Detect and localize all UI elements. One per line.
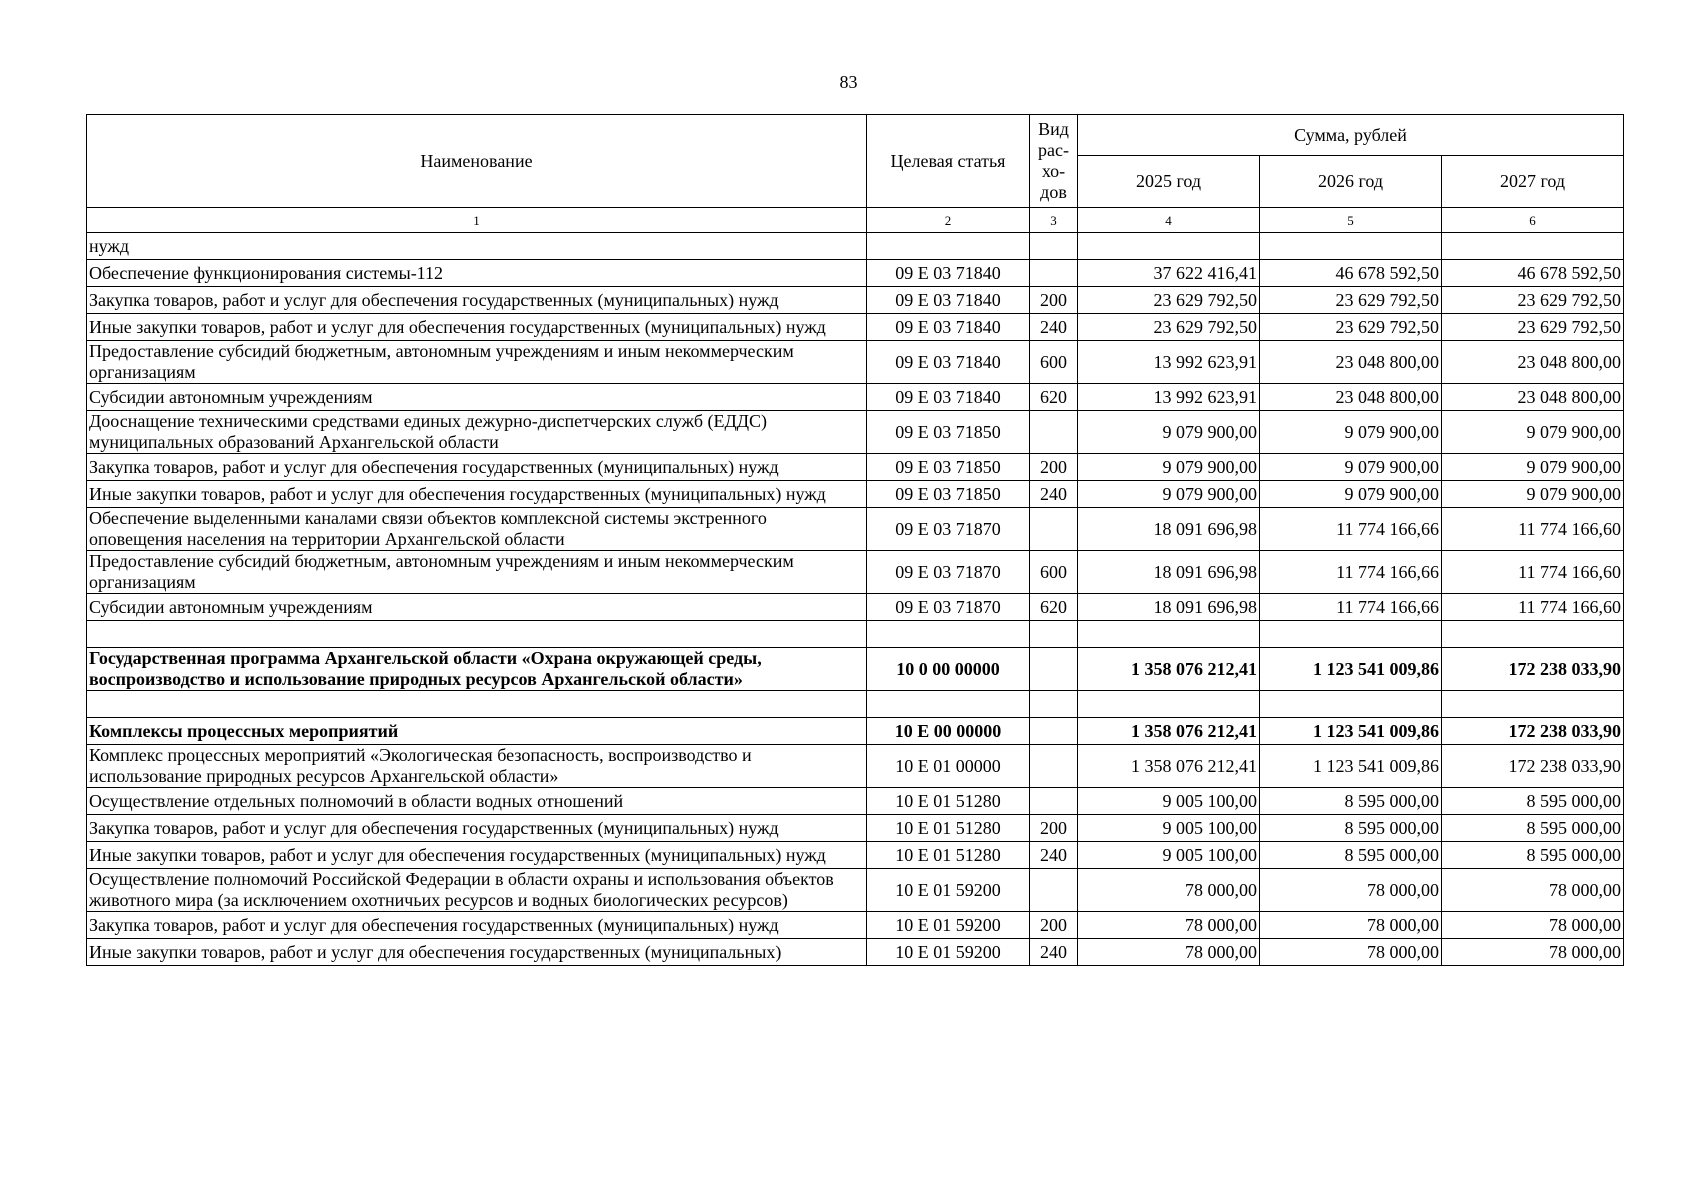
row-kind bbox=[1030, 788, 1078, 815]
row-sum-2025: 13 992 623,91 bbox=[1078, 341, 1260, 384]
row-name bbox=[87, 621, 867, 648]
row-sum-2027: 172 238 033,90 bbox=[1442, 648, 1624, 691]
row-sum-2025: 18 091 696,98 bbox=[1078, 508, 1260, 551]
row-kind bbox=[1030, 745, 1078, 788]
col-number-3: 3 bbox=[1030, 208, 1078, 233]
row-target: 09 Е 03 71850 bbox=[867, 454, 1030, 481]
row-target: 10 Е 01 59200 bbox=[867, 912, 1030, 939]
row-kind bbox=[1030, 869, 1078, 912]
header-year-2026: 2026 год bbox=[1260, 156, 1442, 208]
row-sum-2026: 11 774 166,66 bbox=[1260, 594, 1442, 621]
row-name: Обеспечение выделенными каналами связи объектов комплексной системы экстренного оповещения населения на территории Архангельской области bbox=[87, 508, 867, 551]
row-name: Иные закупки товаров, работ и услуг для обеспечения государственных (муниципальных) нужд bbox=[87, 314, 867, 341]
row-name: Комплекс процессных мероприятий «Экологическая безопасность, воспроизводство и использование природных ресурсов Архангельской области» bbox=[87, 745, 867, 788]
table-row bbox=[87, 260, 1624, 287]
row-sum-2025: 37 622 416,41 bbox=[1078, 260, 1260, 287]
row-sum-2025: 9 005 100,00 bbox=[1078, 842, 1260, 869]
row-sum-2027: 172 238 033,90 bbox=[1442, 745, 1624, 788]
row-sum-2027: 46 678 592,50 bbox=[1442, 260, 1624, 287]
row-target: 09 Е 03 71840 bbox=[867, 287, 1030, 314]
table-body bbox=[87, 233, 1624, 966]
col-number-5: 5 bbox=[1260, 208, 1442, 233]
row-sum-2027: 78 000,00 bbox=[1442, 912, 1624, 939]
header-sum: Сумма, рублей bbox=[1078, 115, 1624, 156]
row-sum-2027: 9 079 900,00 bbox=[1442, 454, 1624, 481]
row-kind: 240 bbox=[1030, 481, 1078, 508]
row-sum-2027 bbox=[1442, 233, 1624, 260]
row-target: 10 Е 01 51280 bbox=[867, 815, 1030, 842]
table-row bbox=[87, 788, 1624, 815]
col-number-1: 1 bbox=[87, 208, 867, 233]
row-kind bbox=[1030, 648, 1078, 691]
row-sum-2027: 9 079 900,00 bbox=[1442, 481, 1624, 508]
row-sum-2027: 9 079 900,00 bbox=[1442, 411, 1624, 454]
row-sum-2026: 9 079 900,00 bbox=[1260, 454, 1442, 481]
row-kind: 600 bbox=[1030, 551, 1078, 594]
table-row bbox=[87, 508, 1624, 551]
table-row bbox=[87, 481, 1624, 508]
row-sum-2025: 18 091 696,98 bbox=[1078, 594, 1260, 621]
row-sum-2026: 1 123 541 009,86 bbox=[1260, 718, 1442, 745]
row-target: 09 Е 03 71850 bbox=[867, 481, 1030, 508]
row-sum-2027: 23 629 792,50 bbox=[1442, 287, 1624, 314]
row-kind: 200 bbox=[1030, 912, 1078, 939]
row-sum-2027: 78 000,00 bbox=[1442, 939, 1624, 966]
row-target: 09 Е 03 71850 bbox=[867, 411, 1030, 454]
row-target bbox=[867, 621, 1030, 648]
table-row bbox=[87, 842, 1624, 869]
row-sum-2025: 9 005 100,00 bbox=[1078, 815, 1260, 842]
table-row bbox=[87, 594, 1624, 621]
row-kind bbox=[1030, 508, 1078, 551]
row-sum-2027 bbox=[1442, 691, 1624, 718]
table-row bbox=[87, 815, 1624, 842]
table-row bbox=[87, 691, 1624, 718]
row-sum-2027: 8 595 000,00 bbox=[1442, 842, 1624, 869]
row-sum-2026: 8 595 000,00 bbox=[1260, 815, 1442, 842]
row-sum-2026 bbox=[1260, 233, 1442, 260]
row-sum-2026: 46 678 592,50 bbox=[1260, 260, 1442, 287]
row-kind bbox=[1030, 260, 1078, 287]
row-kind: 620 bbox=[1030, 384, 1078, 411]
row-sum-2026: 78 000,00 bbox=[1260, 939, 1442, 966]
row-kind: 200 bbox=[1030, 815, 1078, 842]
row-sum-2026: 8 595 000,00 bbox=[1260, 788, 1442, 815]
table-row bbox=[87, 912, 1624, 939]
row-name: Иные закупки товаров, работ и услуг для обеспечения государственных (муниципальных) нужд bbox=[87, 842, 867, 869]
row-name: Иные закупки товаров, работ и услуг для обеспечения государственных (муниципальных) нужд bbox=[87, 481, 867, 508]
row-name: Комплексы процессных мероприятий bbox=[87, 718, 867, 745]
row-sum-2025: 23 629 792,50 bbox=[1078, 314, 1260, 341]
row-name: Дооснащение техническими средствами единых дежурно-диспетчерских служб (ЕДДС) муниципальных образований Архангельской области bbox=[87, 411, 867, 454]
row-name: Закупка товаров, работ и услуг для обеспечения государственных (муниципальных) нужд bbox=[87, 815, 867, 842]
table-row bbox=[87, 411, 1624, 454]
row-sum-2025: 9 005 100,00 bbox=[1078, 788, 1260, 815]
row-sum-2026: 11 774 166,66 bbox=[1260, 551, 1442, 594]
row-target bbox=[867, 233, 1030, 260]
row-sum-2025: 23 629 792,50 bbox=[1078, 287, 1260, 314]
page-number: 83 bbox=[839, 72, 858, 92]
row-kind bbox=[1030, 718, 1078, 745]
row-sum-2026: 23 629 792,50 bbox=[1260, 287, 1442, 314]
row-sum-2027: 23 048 800,00 bbox=[1442, 341, 1624, 384]
col-number-2: 2 bbox=[867, 208, 1030, 233]
row-sum-2025: 9 079 900,00 bbox=[1078, 481, 1260, 508]
row-target: 10 Е 00 00000 bbox=[867, 718, 1030, 745]
header-name: Наименование bbox=[87, 115, 867, 208]
row-sum-2026: 78 000,00 bbox=[1260, 869, 1442, 912]
row-sum-2026: 11 774 166,66 bbox=[1260, 508, 1442, 551]
col-number-4: 4 bbox=[1078, 208, 1260, 233]
row-sum-2025 bbox=[1078, 233, 1260, 260]
row-sum-2026: 23 629 792,50 bbox=[1260, 314, 1442, 341]
row-sum-2025: 1 358 076 212,41 bbox=[1078, 648, 1260, 691]
row-kind: 600 bbox=[1030, 341, 1078, 384]
table-row bbox=[87, 869, 1624, 912]
row-target: 09 Е 03 71840 bbox=[867, 314, 1030, 341]
row-sum-2027: 23 048 800,00 bbox=[1442, 384, 1624, 411]
row-sum-2026: 78 000,00 bbox=[1260, 912, 1442, 939]
row-sum-2026: 23 048 800,00 bbox=[1260, 341, 1442, 384]
table-row bbox=[87, 551, 1624, 594]
row-sum-2026: 8 595 000,00 bbox=[1260, 842, 1442, 869]
row-sum-2025: 78 000,00 bbox=[1078, 912, 1260, 939]
budget-table bbox=[86, 114, 1624, 966]
row-name: Закупка товаров, работ и услуг для обеспечения государственных (муниципальных) нужд bbox=[87, 454, 867, 481]
row-kind bbox=[1030, 621, 1078, 648]
table-row bbox=[87, 341, 1624, 384]
row-kind: 240 bbox=[1030, 939, 1078, 966]
row-target: 10 Е 01 51280 bbox=[867, 842, 1030, 869]
row-kind bbox=[1030, 691, 1078, 718]
row-sum-2026 bbox=[1260, 621, 1442, 648]
row-sum-2025: 9 079 900,00 bbox=[1078, 454, 1260, 481]
row-kind: 200 bbox=[1030, 287, 1078, 314]
row-name: Субсидии автономным учреждениям bbox=[87, 594, 867, 621]
header-year-2027: 2027 год bbox=[1442, 156, 1624, 208]
table-row bbox=[87, 648, 1624, 691]
row-name: Предоставление субсидий бюджетным, автономным учреждениям и иным некоммерческим организациям bbox=[87, 551, 867, 594]
table-row bbox=[87, 939, 1624, 966]
row-kind: 240 bbox=[1030, 314, 1078, 341]
row-sum-2026 bbox=[1260, 691, 1442, 718]
table-row bbox=[87, 384, 1624, 411]
row-name: Закупка товаров, работ и услуг для обеспечения государственных (муниципальных) нужд bbox=[87, 287, 867, 314]
row-name: Государственная программа Архангельской области «Охрана окружающей среды, воспроизводство и использование природных ресурсов Архангельской области» bbox=[87, 648, 867, 691]
row-sum-2025 bbox=[1078, 621, 1260, 648]
row-target: 10 Е 01 51280 bbox=[867, 788, 1030, 815]
row-sum-2026: 9 079 900,00 bbox=[1260, 481, 1442, 508]
table-row bbox=[87, 287, 1624, 314]
row-sum-2025: 1 358 076 212,41 bbox=[1078, 745, 1260, 788]
row-sum-2025: 1 358 076 212,41 bbox=[1078, 718, 1260, 745]
row-sum-2025: 9 079 900,00 bbox=[1078, 411, 1260, 454]
row-target bbox=[867, 691, 1030, 718]
row-name: Иные закупки товаров, работ и услуг для обеспечения государственных (муниципальных) bbox=[87, 939, 867, 966]
header-kind: Вид рас-хо-дов bbox=[1030, 115, 1078, 208]
row-target: 10 0 00 00000 bbox=[867, 648, 1030, 691]
row-sum-2027: 11 774 166,60 bbox=[1442, 551, 1624, 594]
table-row bbox=[87, 314, 1624, 341]
row-kind bbox=[1030, 411, 1078, 454]
row-kind: 200 bbox=[1030, 454, 1078, 481]
header-target: Целевая статья bbox=[867, 115, 1030, 208]
row-sum-2027: 8 595 000,00 bbox=[1442, 815, 1624, 842]
row-kind: 240 bbox=[1030, 842, 1078, 869]
row-sum-2027: 23 629 792,50 bbox=[1442, 314, 1624, 341]
row-target: 10 Е 01 00000 bbox=[867, 745, 1030, 788]
row-target: 09 Е 03 71840 bbox=[867, 384, 1030, 411]
row-sum-2025: 13 992 623,91 bbox=[1078, 384, 1260, 411]
table-row bbox=[87, 621, 1624, 648]
row-sum-2027: 172 238 033,90 bbox=[1442, 718, 1624, 745]
row-sum-2025: 78 000,00 bbox=[1078, 939, 1260, 966]
col-number-6: 6 bbox=[1442, 208, 1624, 233]
row-sum-2026: 1 123 541 009,86 bbox=[1260, 745, 1442, 788]
row-sum-2026: 1 123 541 009,86 bbox=[1260, 648, 1442, 691]
row-sum-2026: 23 048 800,00 bbox=[1260, 384, 1442, 411]
row-kind: 620 bbox=[1030, 594, 1078, 621]
table-row bbox=[87, 454, 1624, 481]
row-sum-2027 bbox=[1442, 621, 1624, 648]
row-sum-2025: 78 000,00 bbox=[1078, 869, 1260, 912]
row-kind bbox=[1030, 233, 1078, 260]
row-name: нужд bbox=[87, 233, 867, 260]
row-name: Субсидии автономным учреждениям bbox=[87, 384, 867, 411]
row-sum-2027: 78 000,00 bbox=[1442, 869, 1624, 912]
row-target: 10 Е 01 59200 bbox=[867, 869, 1030, 912]
row-target: 09 Е 03 71870 bbox=[867, 551, 1030, 594]
header-year-2025: 2025 год bbox=[1078, 156, 1260, 208]
table-row bbox=[87, 233, 1624, 260]
row-target: 10 Е 01 59200 bbox=[867, 939, 1030, 966]
row-sum-2025: 18 091 696,98 bbox=[1078, 551, 1260, 594]
row-sum-2025 bbox=[1078, 691, 1260, 718]
table-header bbox=[87, 115, 1624, 233]
row-name: Осуществление полномочий Российской Федерации в области охраны и использования объектов животного мира (за исключением охотничьих ресурсов и водных биологических ресурсов) bbox=[87, 869, 867, 912]
row-sum-2027: 8 595 000,00 bbox=[1442, 788, 1624, 815]
row-target: 09 Е 03 71870 bbox=[867, 508, 1030, 551]
row-sum-2026: 9 079 900,00 bbox=[1260, 411, 1442, 454]
row-sum-2027: 11 774 166,60 bbox=[1442, 594, 1624, 621]
table-row bbox=[87, 718, 1624, 745]
row-name: Закупка товаров, работ и услуг для обеспечения государственных (муниципальных) нужд bbox=[87, 912, 867, 939]
row-name: Предоставление субсидий бюджетным, автономным учреждениям и иным некоммерческим организациям bbox=[87, 341, 867, 384]
table-row bbox=[87, 745, 1624, 788]
row-sum-2027: 11 774 166,60 bbox=[1442, 508, 1624, 551]
row-target: 09 Е 03 71870 bbox=[867, 594, 1030, 621]
row-target: 09 Е 03 71840 bbox=[867, 260, 1030, 287]
row-name: Осуществление отдельных полномочий в области водных отношений bbox=[87, 788, 867, 815]
row-name: Обеспечение функционирования системы-112 bbox=[87, 260, 867, 287]
row-name bbox=[87, 691, 867, 718]
row-target: 09 Е 03 71840 bbox=[867, 341, 1030, 384]
